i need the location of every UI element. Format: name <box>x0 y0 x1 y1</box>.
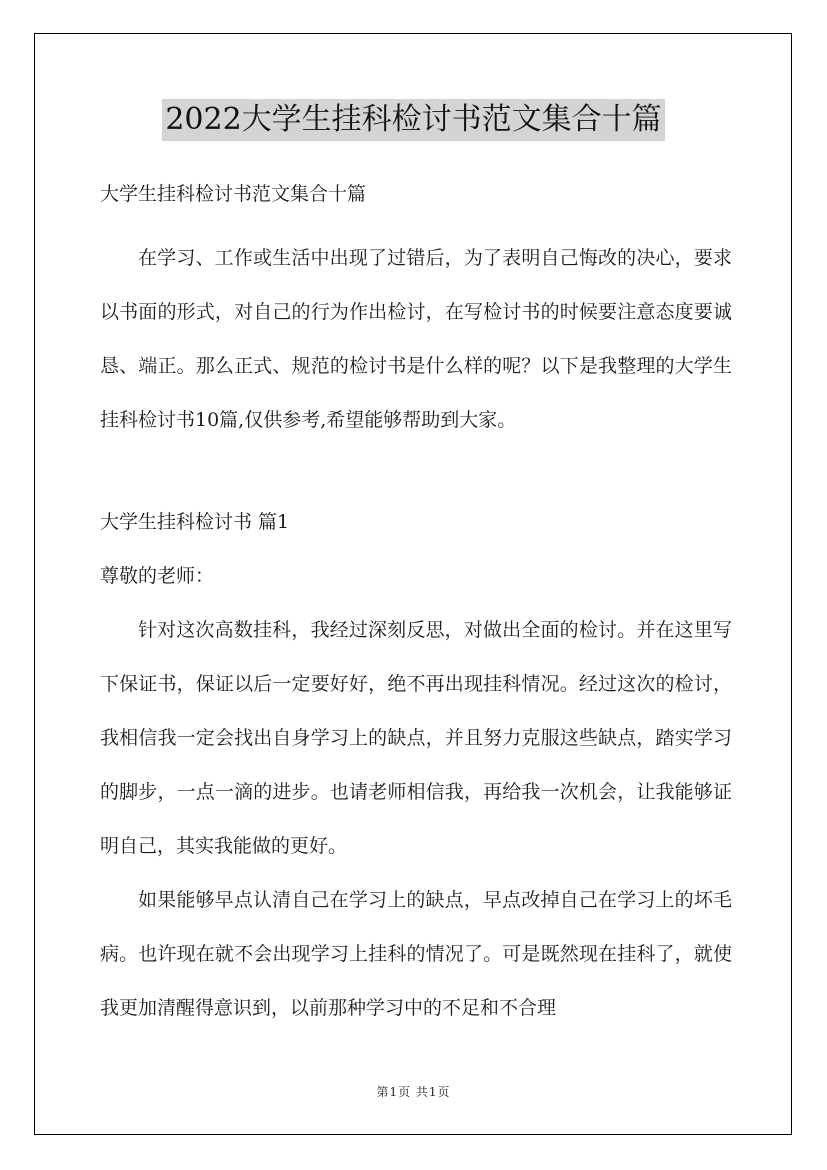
document-body <box>100 176 732 1035</box>
document-title: 2022大学生挂科检讨书范文集合十篇 <box>162 99 664 141</box>
page-footer: 第1页 共1页 <box>376 1085 451 1099</box>
title-container <box>0 99 827 141</box>
body-paragraph-1: 针对这次高数挂科，我经过深刻反思，对做出全面的检讨。并在这里写下保证书，保证以后一定要好好，绝不再出现挂科情况。经过这次的检讨，我相信我一定会找出自身学习上的缺点，并且努力克服这些缺点，踏实学习的脚步，一点一滴的进步。也请老师相信我，再给我一次机会，让我能够证明自己，其实我能做的更好。 <box>100 619 732 857</box>
section-heading: 大学生挂科检讨书 篇1 <box>100 511 290 533</box>
document-subtitle: 大学生挂科检讨书范文集合十篇 <box>100 183 367 205</box>
body-paragraph-2: 如果能够早点认清自己在学习上的缺点，早点改掉自己在学习上的坏毛病。也许现在就不会出现学习上挂科的情况了。可是既然现在挂科了，就使我更加清醒得意识到，以前那种学习中的不足和不合理 <box>100 889 732 1019</box>
intro-paragraph: 在学习、工作或生活中出现了过错后，为了表明自己悔改的决心，要求以书面的形式，对自己的行为作出检讨，在写检讨书的时候要注意态度要诚恳、端正。那么正式、规范的检讨书是什么样的呢？以下是我整理的大学生挂科检讨书10篇,仅供参考,希望能够帮助到大家。 <box>100 247 732 431</box>
salutation: 尊敬的老师： <box>100 565 215 587</box>
